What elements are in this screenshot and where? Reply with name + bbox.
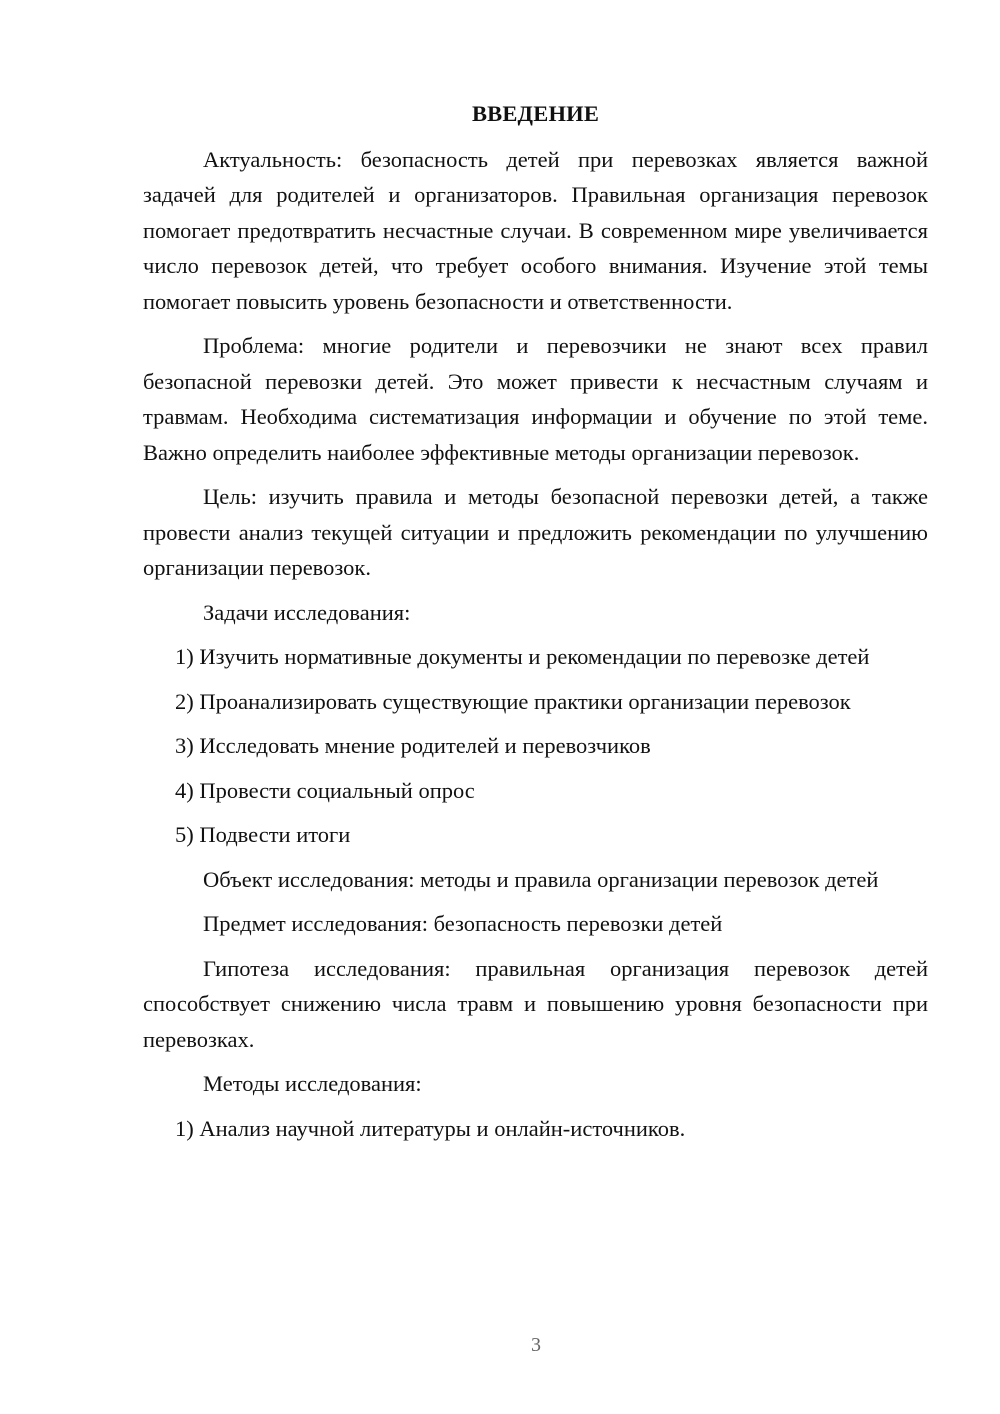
hypothesis-paragraph: Гипотеза исследования: правильная организация перевозок детей способствует снижению числа травм и повышению уровня безопасности при перевозках.: [143, 955, 928, 1052]
method-item-1: 1) Анализ научной литературы и онлайн-источников.: [175, 1115, 686, 1141]
methods-heading: Методы исследования:: [203, 1071, 422, 1096]
task-item-3: 3) Исследовать мнение родителей и перевозчиков: [175, 733, 651, 758]
page-content: [143, 96, 928, 1155]
goal-paragraph: Цель: изучить правила и методы безопасной перевозки детей, а также провести анализ текущей ситуации и предложить рекомендации по улучшению организации перевозок.: [143, 484, 928, 580]
page-title: ВВЕДЕНИЕ: [471, 101, 600, 126]
problem-paragraph: Проблема: многие родители и перевозчики не знают всех правил безопасной перевозки детей. Это может привести к несчастным случаям и травмам. Необходима систематизация информации и обучение по этой теме. Важно определить наиболее эффективные методы организации перевозок.: [143, 333, 928, 465]
relevance-paragraph: Актуальность: безопасность детей при перевозках является важной задачей для родителей и организаторов. Правильная организация перевозок помогает предотвратить несчастные случаи. В современном мире увеличивается число перевозок детей, что требует особого внимания. Изучение этой темы помогает повысить уровень безопасности и ответственности.: [143, 146, 928, 314]
task-item-2: 2) Проанализировать существующие практики организации перевозок: [175, 688, 851, 714]
task-item-5: 5) Подвести итоги: [175, 822, 351, 847]
page-number: 3: [531, 1334, 541, 1356]
object-paragraph: Объект исследования: методы и правила организации перевозок детей: [203, 866, 879, 892]
task-item-1: 1) Изучить нормативные документы и рекомендации по перевозке детей: [175, 644, 870, 669]
tasks-heading: Задачи исследования:: [203, 599, 411, 625]
subject-paragraph: Предмет исследования: безопасность перевозки детей: [203, 911, 723, 936]
task-item-4: 4) Провести социальный опрос: [175, 777, 475, 803]
